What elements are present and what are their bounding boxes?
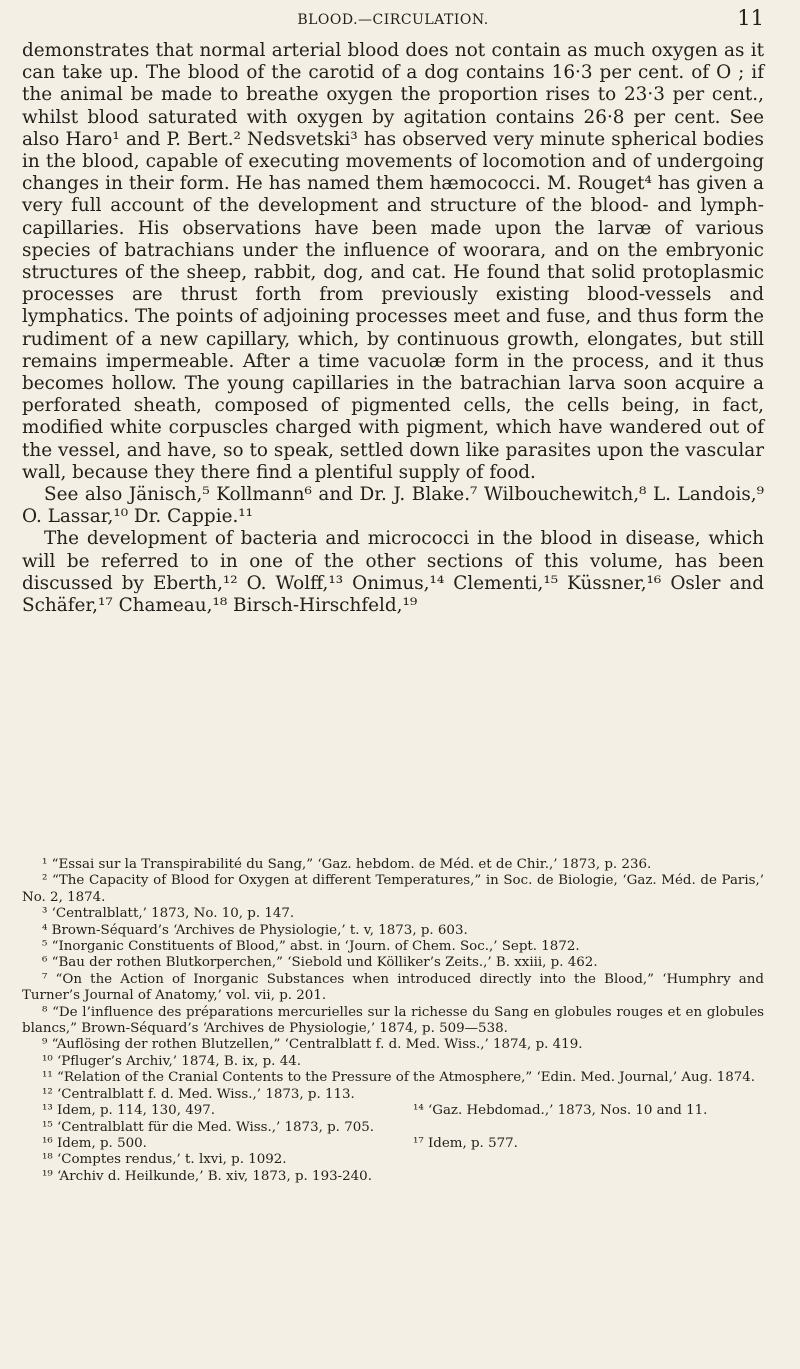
body-text (22, 40, 764, 617)
footnote: ¹⁶ Idem, p. 500. (42, 1135, 147, 1151)
page-header (22, 6, 764, 34)
footnote: ⁴ Brown-Séquard’s ‘Archives de Physiologie,’ t. v, 1873, p. 603. (42, 922, 468, 938)
footnote: ³ ‘Centralblatt,’ 1873, No. 10, p. 147. (42, 906, 295, 922)
paragraph: See also Jänisch,⁵ Kollmann⁶ and Dr. J. Blake.⁷ Wilbouchewitch,⁸ L. Landois,⁹ O. Lassar,¹⁰ Dr. Cappie.¹¹ (22, 484, 764, 528)
page-number: 11 (737, 6, 764, 30)
footnote: ¹⁵ ‘Centralblatt für die Med. Wiss.,’ 1873, p. 705. (42, 1119, 375, 1135)
footnote: ¹² ‘Centralblatt f. d. Med. Wiss.,’ 1873, p. 113. (42, 1086, 355, 1102)
footnote: ¹⁸ ‘Comptes rendus,’ t. lxvi, p. 1092. (42, 1152, 287, 1168)
footnote: ¹⁷ Idem, p. 577. (413, 1135, 518, 1151)
footnote: ¹¹ “Relation of the Cranial Contents to the Pressure of the Atmosphere,” ‘Edin. Med. Journal,’ Aug. 1874. (42, 1070, 756, 1086)
footnote: ² “The Capacity of Blood for Oxygen at different Temperatures,” in Soc. de Biologie, ‘Gaz. Méd. de Paris,’ No. 2, 1874. (22, 873, 764, 905)
footnote: ¹⁴ ‘Gaz. Hebdomad.,’ 1873, Nos. 10 and 11. (413, 1103, 708, 1119)
footnote: ⁷ “On the Action of Inorganic Substances when introduced directly into the Blood,” ‘Humphry and Turner’s Journal of Anatomy,’ vol. vii, p. 201. (22, 971, 764, 1004)
footnote: ¹⁰ ‘Pfluger’s Archiv,’ 1874, B. ix, p. 44. (42, 1053, 301, 1069)
running-head: BLOOD.—CIRCULATION. (297, 12, 489, 28)
footnote: ⁶ “Bau der rothen Blutkorperchen,” ‘Siebold und Kölliker’s Zeits.,’ B. xxiii, p. 462. (42, 955, 598, 971)
paragraph: demonstrates that normal arterial blood does not contain as much oxygen as it can take up. The blood of the carotid of a dog contains 16·3 per cent. of O ; if the animal be made to breathe oxygen the proportion rises to 23·3 per cent., whilst blood saturated with oxygen by agitation contains 26·8 per cent. See also Haro¹ and P. Bert.² Nedsvetski³ has observed very minute spherical bodies in the blood, capable of executing movements of locomotion and of undergoing changes in their form. He has named them hæmococci. M. Rouget⁴ has given a very full account of the development and structure of the blood- and lymph-capillaries. His observations have been made upon the larvæ of various species of batrachians under the influence of woorara, and on the embryonic structures of the sheep, rabbit, dog, and cat. He found that solid protoplasmic processes are thrust forth from previously existing blood-vessels and lymphatics. The points of adjoining processes meet and fuse, and thus form the rudiment of a new capillary, which, by continuous growth, elongates, but still remains impermeable. After a time vacuolæ form in the process, and it thus becomes hollow. The young capillaries in the batrachian larva soon acquire a perforated sheath, composed of pigmented cells, the cells being, in fact, modified white corpuscles charged with pigment, which have wandered out of the vessel, and have, so to speak, settled down like parasites upon the vascular wall, because they there find a plentiful supply of food. (22, 40, 764, 483)
footnote: ⁸ “De l’influence des préparations mercurielles sur la richesse du Sang en globules rouges et en globules blancs,” Brown-Séquard’s ‘Archives de Physiologie,’ 1874, p. 509—538. (22, 1004, 764, 1037)
footnote: ⁹ “Auflösing der rothen Blutzellen,” ‘Centralblatt f. d. Med. Wiss.,’ 1874, p. 419. (42, 1037, 583, 1053)
footnote: ¹⁹ ‘Archiv d. Heilkunde,’ B. xiv, 1873, p. 193-240. (42, 1168, 372, 1184)
footnote-row (22, 1103, 764, 1119)
footnote-row (22, 1136, 764, 1152)
footnote: ⁵ “Inorganic Constituents of Blood,” abst. in ‘Journ. of Chem. Soc.,’ Sept. 1872. (42, 939, 580, 955)
footnote: ¹³ Idem, p. 114, 130, 497. (42, 1103, 216, 1119)
paragraph: The development of bacteria and micrococci in the blood in disease, which will be referred to in one of the other sections of this volume, has been discussed by Eberth,¹² O. Wolff,¹³ Onimus,¹⁴ Clementi,¹⁵ Küssner,¹⁶ Osler and Schäfer,¹⁷ Chameau,¹⁸ Birsch-Hirschfeld,¹⁹ (22, 528, 764, 617)
footnote: ¹ “Essai sur la Transpirabilité du Sang,” ‘Gaz. hebdom. de Méd. et de Chir.,’ 1873, p. 236. (42, 857, 652, 872)
footnotes (22, 857, 764, 1185)
